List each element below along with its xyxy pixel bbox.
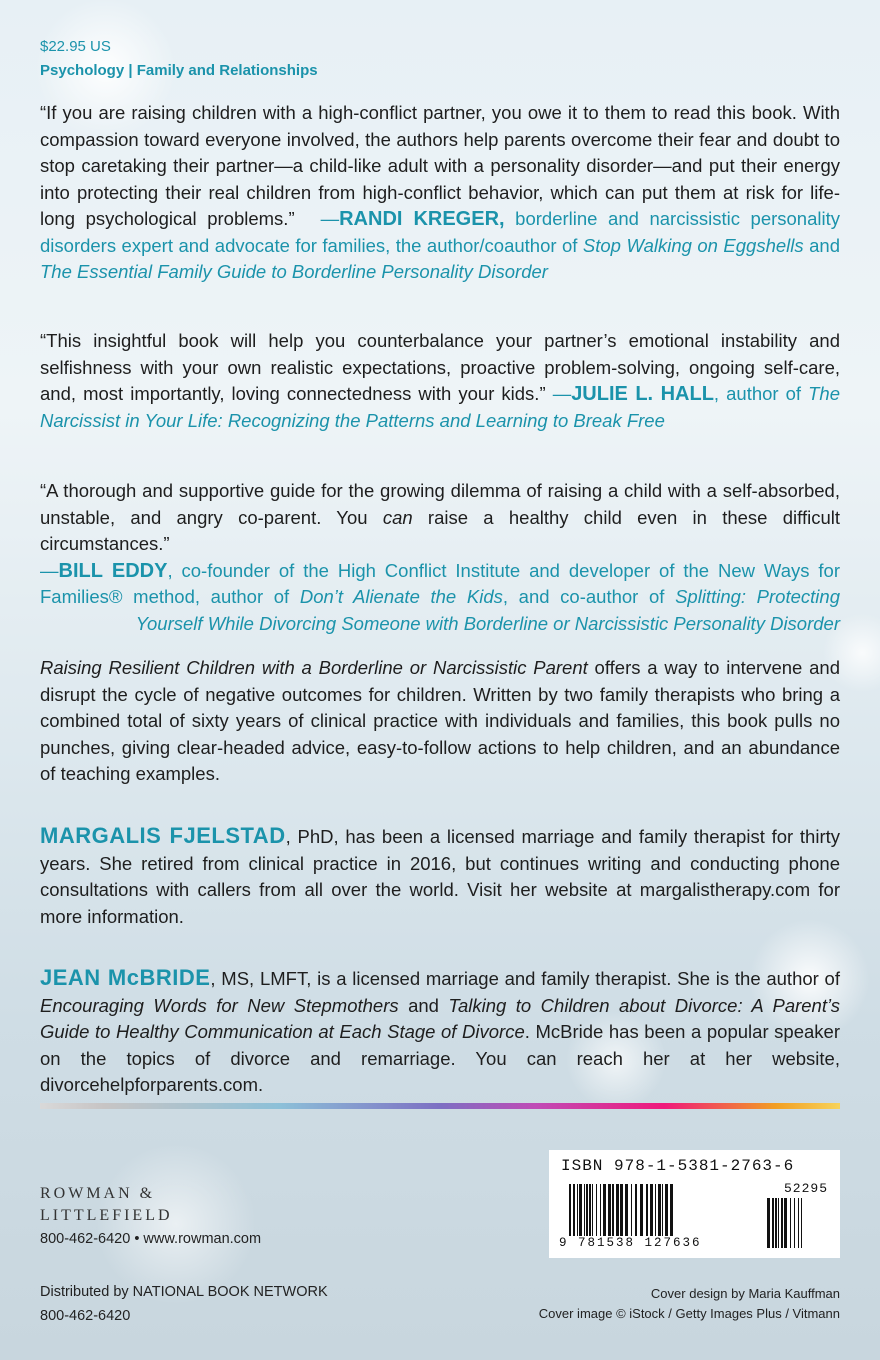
barcode-bar xyxy=(775,1198,777,1248)
isbn-label: ISBN 978-1-5381-2763-6 xyxy=(561,1157,795,1175)
barcode-bar xyxy=(662,1184,663,1236)
barcode-bar xyxy=(592,1184,593,1236)
barcode-bar xyxy=(798,1198,799,1248)
barcode-bar xyxy=(635,1184,637,1236)
barcode-bar xyxy=(665,1184,668,1236)
barcode-bar xyxy=(577,1184,578,1236)
book-description: Raising Resilient Children with a Borderline or Narcissistic Parent offers a way to intervene and disrupt the cycle of negative outcomes for children. Written by two family therapists who bring a combined total of sixty years of clinical practice with individuals and families, this book pulls no punches, giving clear-headed advice, easy-to-follow actions to help children, and an abundance of teaching examples. xyxy=(40,657,840,784)
barcode-bar xyxy=(579,1184,582,1236)
barcode-bar xyxy=(600,1184,601,1236)
book-title: Splitting: Protecting Yourself While Divorcing Someone with Borderline or Narcissistic Personality Disorder xyxy=(135,586,840,634)
price-code: 52295 xyxy=(783,1181,828,1196)
barcode-bar xyxy=(620,1184,623,1236)
author-bio-fjelstad: MARGALIS FJELSTAD, PhD, has been a licensed marriage and family therapist for thirty years. She retired from clinical practice in 2016, but continues writing and conducting phone consultations with callers from all over the world. Visit her website at margalistherapy.com for more information. xyxy=(40,823,841,927)
barcode-bar xyxy=(658,1184,661,1236)
book-title: Talking to Children about Divorce: A Parent’s Guide to Healthy Communication at Each Stage of Divorce xyxy=(40,994,841,1042)
publisher-contact: 800-462-6420 • www.rowman.com xyxy=(40,1231,262,1247)
book-title: The Essential Family Guide to Borderline Personality Disorder xyxy=(40,261,548,282)
barcode-bar xyxy=(596,1184,597,1236)
quote-author-name: JULIE L. HALL xyxy=(571,383,714,405)
quote-text: “A thorough and supportive guide for the growing dilemma of raising a child with a self-absorbed, unstable, and angry co-parent. You can raise a healthy child even in these difficult circumstances.” xyxy=(40,480,840,554)
distributor-info: Distributed by NATIONAL BOOK NETWORK 800-462-6420 xyxy=(40,1284,328,1324)
book-title: Stop Walking on Eggshells xyxy=(582,234,804,256)
barcode-bar xyxy=(781,1198,783,1248)
barcode-bar xyxy=(616,1184,619,1236)
quote-attribution: —BILL EDDY, co-founder of the High Conflict Institute and developer of the New Ways for Families® method, author of Don’t Alienate the Kids, and co-author of Splitting: Protecting Yourself While Divorcing Someone with Borderline or Narcissistic Personality Disorder xyxy=(40,559,840,634)
quote-randi-kreger xyxy=(40,100,840,286)
barcode-bar xyxy=(646,1184,648,1236)
quote-text: “If you are raising children with a high-conflict partner, you owe it to them to read this book. With compassion toward everyone involved, the authors help parents overcome their fear and doubt to stop caretaking their partner—a child-like adult with a personality disorder—and put their energy into protecting their real children from high-conflict behavior, which can put them at risk for life-long psychological problems.” —RANDI KREGER, borderline and narcissistic personality disorders expert and advocate for families, the author/coauthor of Stop Walking on Eggshells and The Essential Family Guide to Borderline Personality Disorder xyxy=(40,102,840,282)
book-title: Don’t Alienate the Kids xyxy=(299,586,503,607)
category-label: Psychology | Family and Relationships xyxy=(40,62,318,79)
barcode-bar xyxy=(784,1198,787,1248)
barcode-bar xyxy=(640,1184,643,1236)
color-stripe-divider xyxy=(40,1103,840,1109)
book-title: Raising Resilient Children with a Borderline or Narcissistic Parent xyxy=(40,657,588,678)
barcode-bar xyxy=(586,1184,588,1236)
book-title: Encouraging Words for New Stepmothers xyxy=(40,994,399,1016)
barcode-bar xyxy=(569,1184,571,1236)
cover-credits: Cover design by Maria Kauffman Cover image © iStock / Getty Images Plus / Vitmann xyxy=(538,1286,840,1321)
book-title: The Narcissist in Your Life: Recognizing the Patterns and Learning to Break Free xyxy=(40,383,841,431)
barcode-bar xyxy=(772,1198,774,1248)
barcode-bar xyxy=(767,1198,770,1248)
quote-text: “This insightful book will help you counterbalance your partner’s emotional instability and selfishness with your own realistic expectations, proactive problem-solving, ongoing self-care, and, most importantly, loving connectedness with your kids.” —JULIE L. HALL, author of The Narcissist in Your Life: Recognizing the Patterns and Learning to Break Free xyxy=(40,330,841,431)
barcode-bar xyxy=(612,1184,614,1236)
barcode-bar xyxy=(584,1184,585,1236)
quote-author-name: BILL EDDY xyxy=(58,559,168,582)
barcode-bar xyxy=(778,1198,779,1248)
quote-author-name: RANDI KREGER, xyxy=(339,208,505,230)
barcode-bar xyxy=(655,1184,656,1236)
quote-bill-eddy xyxy=(40,478,840,637)
barcode-bar xyxy=(794,1198,795,1248)
barcode-bar xyxy=(801,1198,802,1248)
barcode-bar xyxy=(790,1198,791,1248)
barcode-bar xyxy=(670,1184,673,1236)
author-name: MARGALIS FJELSTAD xyxy=(40,823,286,848)
author-bio-mcbride: JEAN McBRIDE, MS, LMFT, is a licensed marriage and family therapist. She is the author of Encouraging Words for New Stepmothers and Talking to Children about Divorce: A Parent’s Guide to Healthy Communication at Each Stage of Divorce. McBride has been a popular speaker on the topics of divorce and remarriage. You can reach her at her website, divorcehelpforparents.com. xyxy=(40,965,841,1095)
author-name: JEAN McBRIDE xyxy=(40,965,211,990)
price-label: $22.95 US xyxy=(40,38,111,55)
publisher-logo: ROWMAN & LITTLEFIELD xyxy=(40,1185,173,1224)
barcode-bar xyxy=(625,1184,628,1236)
isbn-barcode xyxy=(549,1150,840,1258)
barcode-bar xyxy=(631,1184,632,1236)
barcode-bar xyxy=(603,1184,606,1236)
barcode-bar xyxy=(573,1184,575,1236)
barcode-bar xyxy=(589,1184,591,1236)
ean-number: 9 781538 127636 xyxy=(559,1236,702,1250)
barcode-bar xyxy=(608,1184,611,1236)
quote-julie-hall xyxy=(40,328,840,434)
barcode-bar xyxy=(650,1184,653,1236)
